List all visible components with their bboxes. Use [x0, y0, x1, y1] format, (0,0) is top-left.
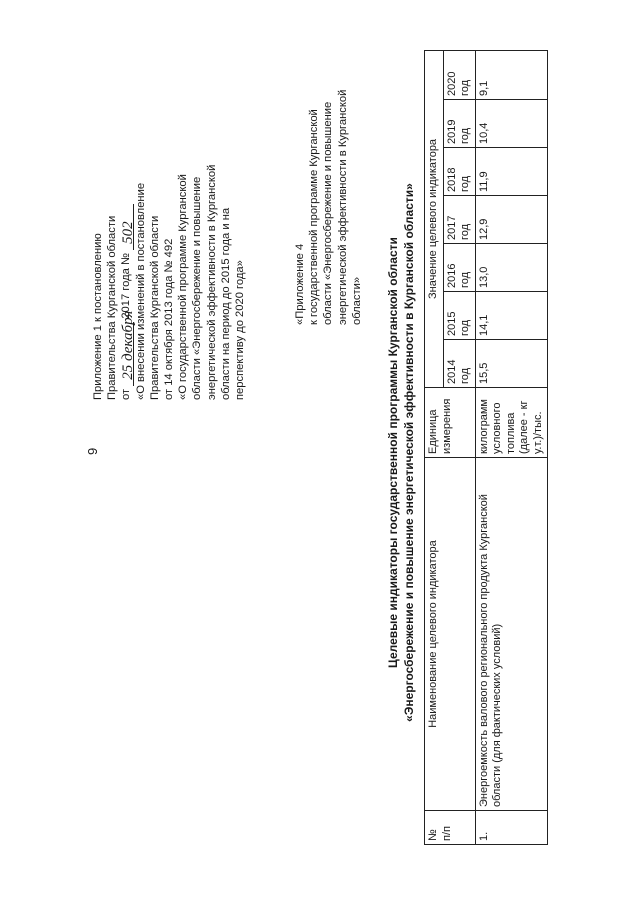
row-number: 1.: [475, 811, 548, 845]
row-value: 10,4: [475, 100, 548, 148]
appendix-1-line: от 14 октября 2013 года № 492: [163, 238, 176, 400]
handwritten-date-field: [119, 310, 136, 386]
row-value: 15,5: [475, 340, 548, 388]
year-header: [443, 100, 475, 148]
appendix-1-line: Приложение 1 к постановлению: [92, 233, 104, 400]
appendix-1-from-label: от: [120, 388, 133, 400]
page-number: 9: [85, 447, 100, 455]
appendix-4-line: энергетической эффективности в Курганской: [336, 89, 349, 325]
year-header: [443, 148, 475, 196]
appendix-1-line: «О государственной программе Курганской: [177, 174, 190, 400]
table-header-row: [425, 50, 444, 844]
year-header-text: 2018 год: [445, 167, 471, 192]
appendix-1-line: «О внесении изменений в постановление: [134, 182, 147, 400]
appendix-1-line: области на период до 2015 года и на: [219, 207, 232, 400]
row-value: 9,1: [475, 50, 548, 99]
year-header: [443, 292, 475, 340]
year-header-text: 2016 год: [445, 263, 471, 288]
row-value: 13,0: [475, 244, 548, 292]
appendix-4-line: области «Энергосбережение и повышение: [322, 101, 335, 325]
appendix-4-line: к государственной программе Курганской: [308, 109, 321, 325]
year-header: [443, 244, 475, 292]
year-header-text: 2020 год: [445, 71, 471, 96]
year-header-text: 2015 год: [445, 311, 471, 336]
document-title: [385, 0, 417, 905]
header-values: [425, 50, 444, 387]
header-indicator-name-text: Наименование целевого индикатора: [427, 540, 439, 728]
handwritten-number: 502: [119, 221, 136, 244]
table-row: [475, 50, 548, 844]
appendix-4-line: «Приложение 4: [294, 243, 306, 325]
header-unit: [425, 388, 476, 458]
appendix-1-header: [91, 100, 247, 400]
title-line-2: «Энергосбережение и повышение энергетической эффективности в Курганской области»: [402, 183, 416, 722]
handwritten-number-field: [121, 204, 134, 250]
title-line-1: Целевые индикаторы государственной программы Курганской области: [386, 237, 400, 668]
indicators-table: [424, 50, 548, 845]
year-header: [443, 196, 475, 244]
appendix-1-year-text: 2017 года №: [120, 253, 133, 319]
header-number: [425, 811, 476, 845]
year-header-text: 2019 год: [445, 119, 471, 144]
appendix-1-line: энергетической эффективности в Курганской: [205, 164, 218, 400]
year-header: [443, 50, 475, 99]
row-indicator-name: Энергоемкость валового регионального продукта Курганской области (для фактических условий): [475, 458, 548, 811]
header-unit-text: Единица измерения: [427, 398, 453, 454]
appendix-4-line: области»: [350, 276, 363, 325]
row-unit: килограмм условного топлива (далее - кг у.т.)/тыс.: [475, 388, 548, 458]
year-header-text: 2017 год: [445, 215, 471, 240]
appendix-1-line: Правительства Курганской области: [106, 215, 119, 400]
appendix-1-line: Правительства Курганской области: [148, 215, 161, 400]
row-value: 12,9: [475, 196, 548, 244]
year-header: [443, 340, 475, 388]
appendix-1-line: области «Энергосбережение и повышение: [191, 176, 204, 400]
appendix-4-header: [293, 25, 364, 325]
row-value: 11,9: [475, 148, 548, 196]
header-values-text: Значение целевого индикатора: [427, 138, 439, 300]
row-value: 14,1: [475, 292, 548, 340]
handwritten-date: 25 декабря: [119, 310, 136, 380]
year-header-text: 2014 год: [445, 359, 471, 384]
appendix-1-date-line: [119, 100, 136, 400]
appendix-1-line: перспективу до 2020 года»: [234, 260, 247, 400]
header-number-text: № п/п: [427, 826, 453, 841]
header-indicator-name: [425, 458, 476, 811]
